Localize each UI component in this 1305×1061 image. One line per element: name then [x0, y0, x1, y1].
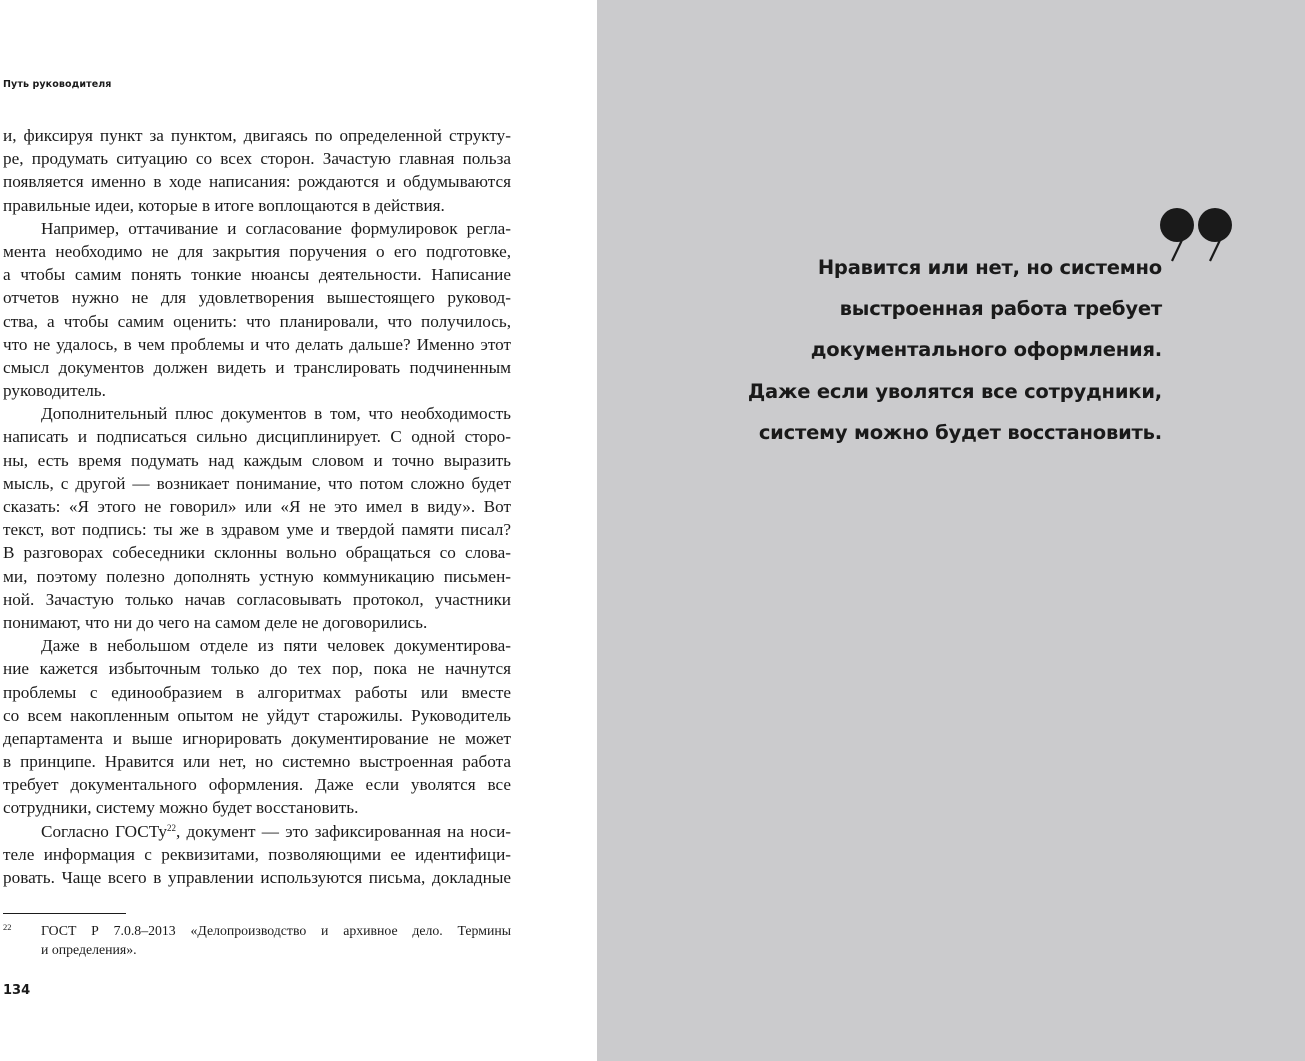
pull-quote-line: документального оформления.	[810, 338, 1162, 362]
text-line: требует документального оформления. Даже если уволятся все	[3, 775, 511, 795]
text-line: В разговорах собеседники склонны вольно обращаться со слова-	[3, 543, 511, 563]
text-line: теле информация с реквизитами, позволяющими ее идентифици-	[3, 844, 511, 864]
pull-quote-line: Даже если уволятся все сотрудники,	[747, 379, 1162, 403]
footnote-divider	[3, 913, 126, 914]
pull-quote	[640, 247, 1162, 453]
text-line: что не удалось, в чем проблемы и что делать дальше? Именно этот	[3, 334, 511, 354]
text-line: Например, оттачивание и согласование формулировок регла-	[41, 218, 511, 238]
footnote-line: и определения».	[41, 942, 137, 957]
footnote-line: ГОСТ Р 7.0.8–2013 «Делопроизводство и архивное дело. Термины	[41, 923, 511, 938]
pull-quote-line: выстроенная работа требует	[839, 297, 1162, 321]
text-segment: , документ — это зафиксированная на носи-	[175, 821, 511, 841]
right-page	[597, 0, 1305, 1061]
page-number: 134	[3, 983, 31, 998]
text-line: понимают, что ни до чего на самом деле не договорились.	[3, 612, 428, 632]
text-line: смысл документов должен видеть и транслировать подчиненным	[3, 357, 511, 377]
text-line: Даже в небольшом отделе из пяти человек документирова-	[41, 636, 511, 656]
text-line: сказать: «Я этого не говорил» или «Я не это имел в виду». Вот	[3, 497, 511, 516]
running-head: Путь руководителя	[3, 79, 112, 90]
text-line: сотрудники, систему можно будет восстановить.	[3, 798, 359, 818]
text-line: написать и подписаться сильно дисциплинирует. С одной сторо-	[3, 427, 511, 447]
text-line: появляется именно в ходе написания: рождаются и обдумываются	[3, 172, 511, 192]
text-line: проблемы с единообразием в алгоритмах работы или вместе	[3, 682, 511, 702]
text-line: департамента и выше игнорировать документирование не может	[3, 728, 511, 748]
text-line: со всем накопленным опытом не уйдут старожилы. Руководитель	[3, 705, 511, 725]
text-line: а чтобы самим понять тонкие нюансы деятельности. Написание	[3, 265, 511, 285]
text-segment: Согласно ГОСТу	[41, 821, 167, 841]
text-line: текст, вот подпись: ты же в здравом уме и твердой памяти писал?	[3, 520, 511, 540]
text-line: и, фиксируя пункт за пунктом, двигаясь по определенной структу-	[3, 126, 511, 145]
text-line: руководитель.	[3, 381, 106, 401]
text-line: правильные идеи, которые в итоге воплощаются в действия.	[3, 195, 445, 215]
text-line: ми, поэтому полезно дополнять устную коммуникацию письмен-	[3, 566, 511, 586]
text-line: Дополнительный плюс документов в том, что необходимость	[41, 404, 511, 424]
footnote-reference[interactable]: 22	[166, 822, 176, 833]
text-line: ной. Зачастую только начав согласовывать протокол, участники	[3, 589, 511, 609]
text-line: ре, продумать ситуацию со всех сторон. Зачастую главная польза	[3, 149, 511, 169]
pull-quote-line: Нравится или нет, но системно	[817, 256, 1162, 279]
text-line: в принципе. Нравится или нет, но системно выстроенная работа	[3, 752, 511, 772]
pull-quote-line: систему можно будет восстановить.	[758, 420, 1162, 444]
footnote-text	[41, 921, 511, 959]
quote-mark-icon	[1159, 204, 1235, 262]
text-line: мысль, с другой — возникает понимание, что потом сложно будет	[3, 473, 511, 493]
text-line: ства, а чтобы самим оценить: что планировали, что получилось,	[3, 311, 511, 331]
body-text	[3, 124, 511, 889]
text-line-with-footnote-ref	[3, 820, 511, 843]
text-line: мента необходимо не для закрытия поручения о его подготовке,	[3, 241, 511, 261]
text-line: ны, есть время подумать над каждым словом и точно выразить	[3, 450, 511, 470]
text-line: отчетов нужно не для удовлетворения вышестоящего руковод-	[3, 288, 511, 308]
footnote-number: 22	[3, 922, 12, 932]
text-line: ние кажется избыточным только до тех пор, пока не начнутся	[3, 659, 511, 679]
text-line: ровать. Чаще всего в управлении используются письма, докладные	[3, 868, 511, 887]
